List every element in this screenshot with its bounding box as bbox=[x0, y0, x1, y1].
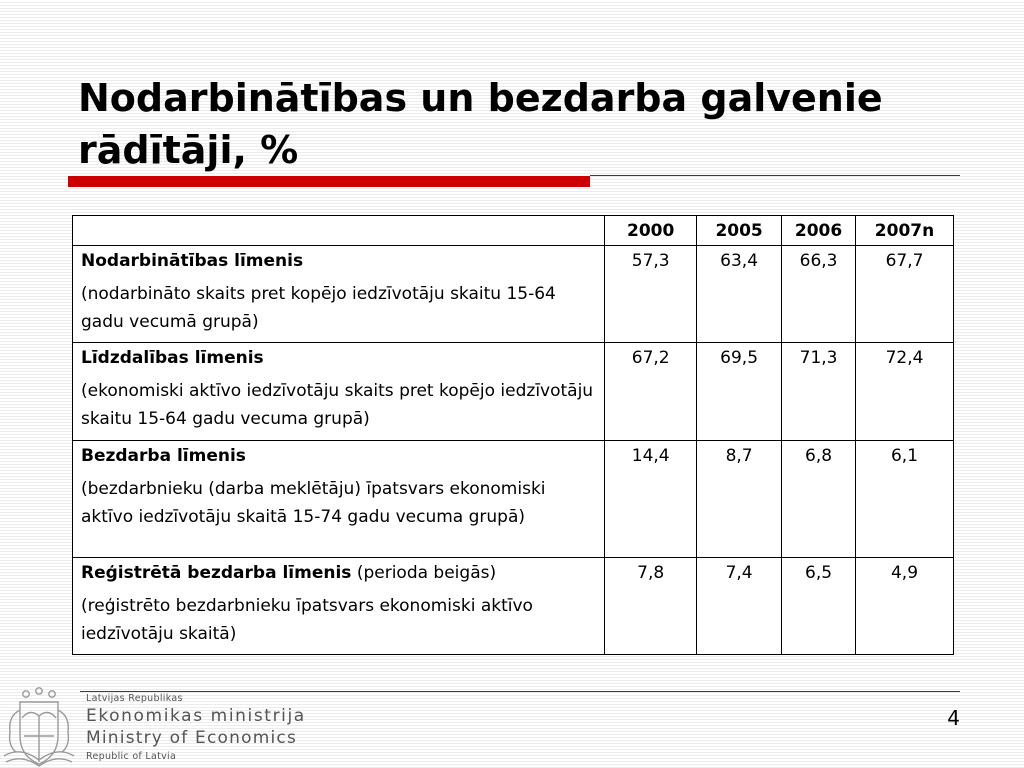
value-cell: 7,4 bbox=[697, 558, 782, 655]
logo-line-republic-en: Republic of Latvia bbox=[86, 751, 177, 762]
indicator-title: Līdzdalības līmenis bbox=[81, 348, 264, 368]
value-cell: 69,5 bbox=[697, 343, 782, 441]
indicators-table bbox=[72, 215, 954, 655]
page-number: 4 bbox=[947, 706, 960, 730]
indicator-cell bbox=[73, 246, 605, 343]
value-cell: 66,3 bbox=[782, 246, 856, 343]
indicator-description: (ekonomiski aktīvo iedzīvotāju skaits pret kopējo iedzīvotāju skaitu 15-64 gadu vecuma grupā) bbox=[81, 381, 594, 429]
value-cell: 6,1 bbox=[856, 441, 954, 558]
table-row bbox=[73, 558, 954, 655]
slide-title-line-1: Nodarbinātības un bezdarba galvenie bbox=[78, 76, 883, 120]
indicator-description: (nodarbināto skaits pret kopējo iedzīvotāju skaitu 15-64 gadu vecumā grupā) bbox=[81, 284, 556, 332]
value-cell: 14,4 bbox=[605, 441, 697, 558]
value-cell: 71,3 bbox=[782, 343, 856, 441]
value-cell: 67,7 bbox=[856, 246, 954, 343]
title-underline-bar bbox=[68, 176, 590, 187]
value-cell: 4,9 bbox=[856, 558, 954, 655]
value-cell: 63,4 bbox=[697, 246, 782, 343]
header-cell-year: 2006 bbox=[782, 216, 856, 246]
value-cell: 57,3 bbox=[605, 246, 697, 343]
header-cell-empty bbox=[73, 216, 605, 246]
indicator-cell bbox=[73, 558, 605, 655]
value-cell: 67,2 bbox=[605, 343, 697, 441]
table-row bbox=[73, 343, 954, 441]
header-cell-year: 2007n bbox=[856, 216, 954, 246]
latvian-coat-of-arms-icon bbox=[0, 686, 78, 768]
indicator-description: (bezdarbnieku (darba meklētāju) īpatsvars ekonomiski aktīvo iedzīvotāju skaitā 15-74 gadu vecuma grupā) bbox=[81, 479, 546, 527]
logo-line-republic-lv: Latvijas Republikas bbox=[86, 693, 183, 704]
slide-title-line-2: rādītāji, % bbox=[78, 128, 299, 172]
indicator-cell bbox=[73, 441, 605, 558]
table-header-row bbox=[73, 216, 954, 246]
logo-line-ministry-en: Ministry of Economics bbox=[86, 728, 298, 748]
title-underline-thin bbox=[590, 175, 960, 176]
value-cell: 72,4 bbox=[856, 343, 954, 441]
indicator-title: Reģistrētā bezdarba līmenis (perioda beigās) bbox=[81, 563, 497, 583]
header-cell-year: 2000 bbox=[605, 216, 697, 246]
logo-line-ministry-lv: Ekonomikas ministrija bbox=[86, 706, 306, 726]
value-cell: 6,5 bbox=[782, 558, 856, 655]
indicator-cell bbox=[73, 343, 605, 441]
value-cell: 8,7 bbox=[697, 441, 782, 558]
indicator-title: Nodarbinātības līmenis bbox=[81, 251, 304, 271]
header-cell-year: 2005 bbox=[697, 216, 782, 246]
table-row bbox=[73, 246, 954, 343]
indicator-description: (reģistrēto bezdarbnieku īpatsvars ekonomiski aktīvo iedzīvotāju skaitā) bbox=[81, 596, 533, 644]
indicator-title: Bezdarba līmenis bbox=[81, 446, 246, 466]
ministry-logo bbox=[86, 692, 306, 763]
value-cell: 7,8 bbox=[605, 558, 697, 655]
table-row bbox=[73, 441, 954, 558]
slide-title bbox=[78, 72, 958, 176]
value-cell: 6,8 bbox=[782, 441, 856, 558]
